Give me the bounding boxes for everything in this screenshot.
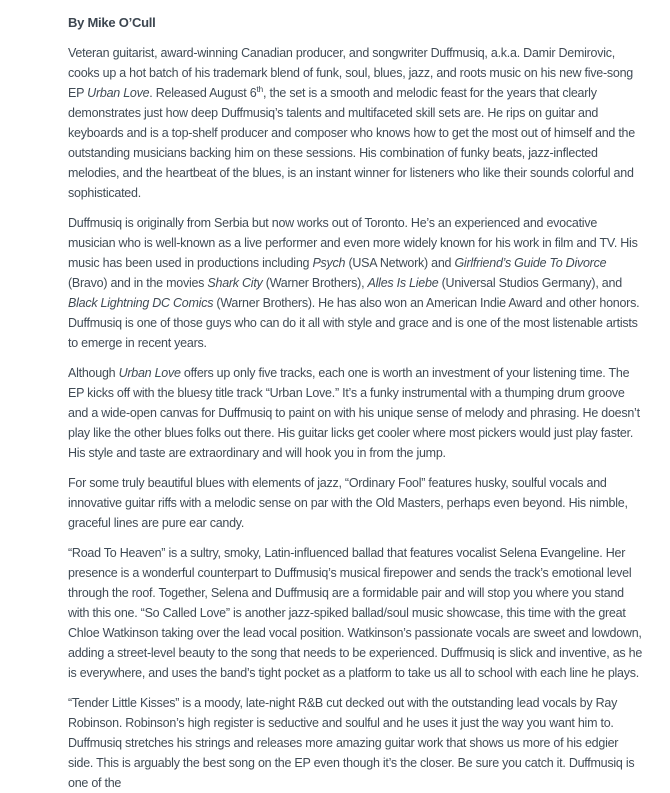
paragraph [68,43,646,203]
paragraph [68,543,646,683]
italic-text: Girlfriend’s Guide To Divorce [454,256,607,270]
italic-text: Black Lightning DC Comics [68,296,214,310]
article-body [68,43,646,793]
italic-text: Shark City [207,276,263,290]
text-segment: Duffmusiq is originally from Serbia but now works out of Toronto. He’s an experienced and evocative musician who is well-known as a live performer and even more widely known for his work in film and TV. His music has been used in productions including [68,216,638,270]
italic-text: Urban Love [118,366,181,380]
paragraph [68,213,646,353]
article-column [68,13,646,793]
paragraph [68,473,646,533]
text-segment: , the set is a smooth and melodic feast for the years that clearly demonstrates just how deep Duffmusiq’s talents and multifaceted skill sets are. He rips on guitar and keyboards and is a top-shelf producer and composer who knows how to get the most out of himself and the outstanding musicians backing him on these sessions. His combination of funky beats, jazz-inflected melodies, and the heartbeat of the blues, is an instant winner for listeners who like their sounds colorful and sophisticated. [68,86,635,200]
text-segment: For some truly beautiful blues with elements of jazz, “Ordinary Fool” features husky, soulful vocals and innovative guitar riffs with a melodic sense on par with the Old Masters, perhaps even beyond. His nimble, graceful lines are pure ear candy. [68,476,628,530]
text-segment: “Tender Little Kisses” is a moody, late-night R&B cut decked out with the outstanding lead vocals by Ray Robinson. Robinson’s high register is seductive and soulful and he uses it just the way you want him to. Duffmusiq stretches his strings and releases more amazing guitar work that shows us more of his edgier side. This is arguably the best song on the EP even though it’s the closer. Be sure you catch it. Duffmusiq is one of the [68,696,635,790]
text-segment: Although [68,366,119,380]
text-segment: “Road To Heaven” is a sultry, smoky, Latin-influenced ballad that features vocalist Selena Evangeline. Her presence is a wonderful counterpart to Duffmusiq’s musical firepower and sends the track’s emotional level through the roof. Together, Selena and Duffmusiq are a formidable pair and will stop you where you stand with this one. “So Called Love” is another jazz-spiked ballad/soul music showcase, this time with the great Chloe Watkinson taking over the lead vocal position. Watkinson’s passionate vocals are sweet and lowdown, adding a street-level beauty to the song that needs to be experienced. Duffmusiq is slick and inventive, as he is everywhere, and uses the band’s tight pocket as a platform to take us all to school with each line he plays. [68,546,643,680]
byline: By Mike O’Cull [68,15,156,30]
paragraph [68,693,646,793]
text-segment: (Bravo) and in the movies [68,276,208,290]
superscript-text: th [256,83,264,94]
paragraph [68,363,646,463]
text-segment: (Warner Brothers). He has also won an American Indie Award and other honors. Duffmusiq is one of those guys who can do it all with style and grace and is one of the most listenable artists to emerge in recent years. [68,296,640,350]
italic-text: Psych [312,256,346,270]
text-segment: . Released August 6 [149,86,257,100]
text-segment: Veteran guitarist, award-winning Canadian producer, and songwriter Duffmusiq, a.k.a. Damir Demirovic, cooks up a hot batch of his trademark blend of funk, soul, blues, jazz, and roots music on his new five-song EP [68,46,633,100]
text-segment: (Warner Brothers), [262,276,368,290]
text-segment: (USA Network) and [345,256,455,270]
text-segment: offers up only five tracks, each one is worth an investment of your listening time. The EP kicks off with the bluesy title track “Urban Love.” It’s a funky instrumental with a thumping drum groove and a wide-open canvas for Duffmusiq to paint on with his unique sense of melody and phrasing. He doesn’t play like the other blues folks out there. His guitar licks get cooler where most pickers would just play faster. His style and taste are extraordinary and will hook you in from the jump. [68,366,640,460]
italic-text: Alles Is Liebe [367,276,439,290]
text-segment: (Universal Studios Germany), and [438,276,622,290]
italic-text: Urban Love [87,86,150,100]
